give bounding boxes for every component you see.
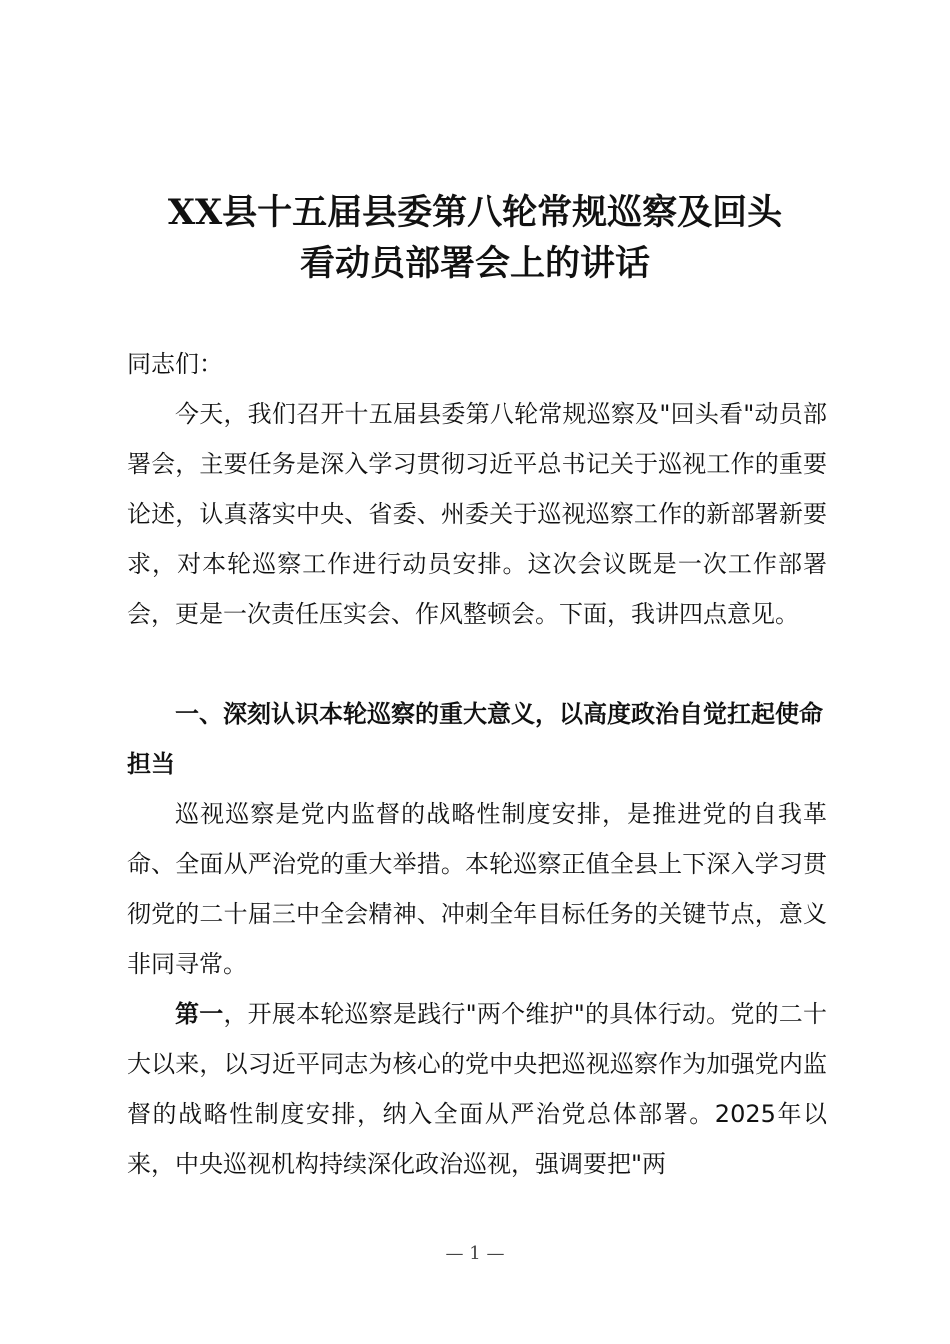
- document-title-line-1: XX县十五届县委第八轮常规巡察及回头: [167, 192, 783, 233]
- paragraph-significance: 巡视巡察是党内监督的战略性制度安排，是推进党的自我革命、全面从严治党的重大举措。本轮巡察正值全县上下深入学习贯彻党的二十届三中全会精神、冲刺全年目标任务的关键节点，意义非同寻常。: [127, 800, 827, 978]
- page-number: — 1 —: [445, 1243, 505, 1264]
- paragraph-lead-bold: 第一: [175, 1000, 224, 1028]
- section-heading-1: 一、深刻认识本轮巡察的重大意义，以高度政治自觉扛起使命担当: [127, 700, 823, 778]
- paragraph-first-point-text: ，开展本轮巡察是践行"两个维护"的具体行动。党的二十大以来，以习近平同志为核心的党中央把巡视巡察作为加强党内监督的战略性制度安排，纳入全面从严治党总体部署。2025年以来，中央巡视机构持续深化政治巡视，强调要把"两: [127, 1000, 828, 1178]
- document-title-line-2: 看动员部署会上的讲话: [299, 243, 650, 284]
- salutation: 同志们：: [127, 350, 223, 378]
- paragraph-first-point: [127, 989, 827, 1189]
- paragraph-intro: 今天，我们召开十五届县委第八轮常规巡察及"回头看"动员部署会，主要任务是深入学习贯彻习近平总书记关于巡视工作的重要论述，认真落实中央、省委、州委关于巡视巡察工作的新部署新要求，对本轮巡察工作进行动员安排。这次会议既是一次工作部署会，更是一次责任压实会、作风整顿会。下面，我讲四点意见。: [127, 400, 827, 628]
